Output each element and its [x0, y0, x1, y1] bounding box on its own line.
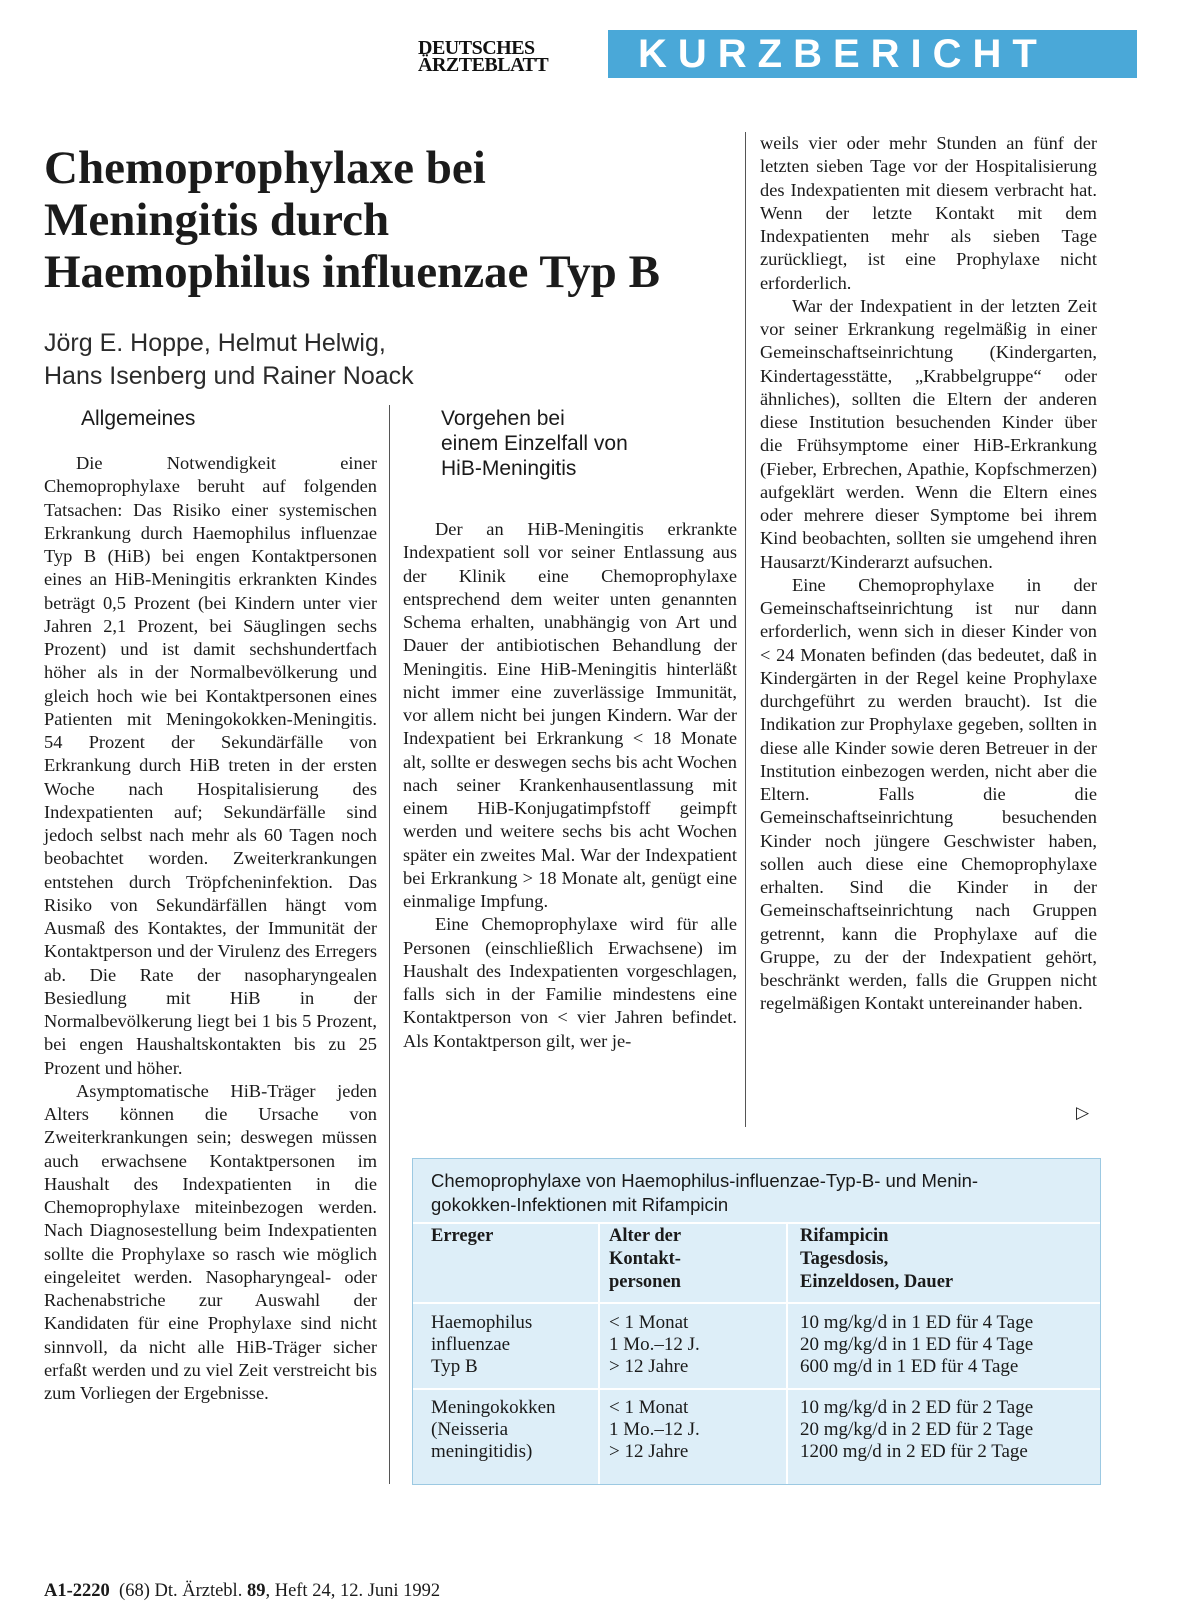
table-grid [413, 1222, 1100, 1484]
table-divider [598, 1222, 600, 1484]
cell-line: 1 Mo.–12 J. [609, 1419, 700, 1440]
title-line: Meningitis durch [44, 194, 390, 246]
citation-prefix: (68) Dt. Ärztebl. [119, 1581, 243, 1601]
table-title-line: gokokken-Infektionen mit Rifampicin [431, 1194, 729, 1215]
cell-line: Haemophilus [431, 1312, 533, 1333]
cell-line: > 12 Jahre [609, 1356, 689, 1377]
cell-ages [609, 1312, 700, 1378]
page-footer [44, 1581, 440, 1602]
table-title [431, 1169, 1083, 1217]
heading-line: HiB-Meningitis [441, 457, 577, 480]
header-line: Einzeldosen, Dauer [800, 1272, 954, 1292]
article-title [44, 142, 764, 298]
table-divider [413, 1222, 1100, 1224]
column-3-body [760, 132, 1097, 1016]
header-line: personen [609, 1272, 681, 1292]
cell-pathogen [431, 1397, 556, 1463]
continue-arrow-icon: ▷ [1076, 1103, 1090, 1123]
title-line: Haemophilus influenzae Typ B [44, 246, 660, 298]
author-line: Jörg E. Hoppe, Helmut Helwig, [44, 329, 386, 357]
cell-line: (Neisseria [431, 1419, 509, 1440]
header-line: Kontakt- [609, 1249, 681, 1269]
cell-line: 20 mg/kg/d in 1 ED für 4 Tage [800, 1334, 1034, 1355]
cell-line: > 12 Jahre [609, 1441, 689, 1462]
cell-line: 10 mg/kg/d in 1 ED für 4 Tage [800, 1312, 1034, 1333]
volume-number: 89 [246, 1581, 266, 1601]
section-banner [608, 30, 1137, 78]
header-line: Erreger [431, 1226, 494, 1246]
section-heading [81, 406, 381, 431]
section-banner-label: KURZBERICHT [638, 32, 1048, 76]
paragraph: Eine Chemoprophylaxe wird für alle Personen (einschließlich Erwachsene) im Haushalt des Indexpatienten vorgeschlagen, falls sich in der Familie mindestens eine Kontaktperson von < vier Jahren befindet. Als Kontaktperson gilt, wer je- [403, 914, 737, 1051]
cell-pathogen [431, 1312, 532, 1378]
cell-line: Typ B [431, 1356, 478, 1377]
heading-line: einem Einzelfall von [441, 432, 628, 455]
section-heading [441, 406, 741, 481]
column-1-body [44, 452, 377, 1405]
column-rule [389, 405, 390, 1484]
cell-line: 10 mg/kg/d in 2 ED für 2 Tage [800, 1397, 1034, 1418]
cell-line: 20 mg/kg/d in 2 ED für 2 Tage [800, 1419, 1034, 1440]
paragraph: Der an HiB-Meningitis erkrankte Indexpatient soll vor seiner Entlassung aus der Klinik eine Chemoprophylaxe entsprechend dem weiter unten genannten Schema erhalten, unabhängig von Art und Dauer der antibiotischen Behandlung der Meningitis. Eine HiB-Meningitis hinterläßt nicht immer eine zuverlässige Immunität, vor allem nicht bei jungen Kindern. War der Indexpatient bei Erkrankung < 18 Monate alt, sollte er deswegen sechs bis acht Wochen nach seiner Krankenhausentlassung mit einem HiB-Konjugatimpfstoff geimpft werden und weitere sechs bis acht Wochen später ein zweites Mal. War der Indexpatient bei Erkrankung > 18 Monate alt, genügt eine einmalige Impfung. [403, 519, 737, 911]
cell-line: Meningokokken [431, 1397, 556, 1418]
masthead-line-1: DEUTSCHES [418, 37, 535, 59]
column-2-body [403, 518, 737, 1053]
table-divider [786, 1222, 788, 1484]
header-line: Tagesdosis, [800, 1249, 889, 1269]
cell-ages [609, 1397, 700, 1463]
table-divider [413, 1388, 1100, 1390]
heading-allgemeines: Allgemeines [81, 407, 196, 430]
table-title-line: Chemoprophylaxe von Haemophilus-influenzae-Typ-B- und Menin- [431, 1170, 979, 1191]
header-dose [800, 1225, 953, 1294]
cell-line: 1 Mo.–12 J. [609, 1334, 700, 1355]
cell-line: influenzae [431, 1334, 511, 1355]
masthead-line-2: ÄRZTEBLATT [418, 54, 549, 76]
header-line: Rifampicin [800, 1226, 889, 1246]
paragraph: War der Indexpatient in der letzten Zeit vor seiner Erkrankung regelmäßig in einer Gemeinschaftseinrichtung (Kindergarten, Kindertagesstätte, „Krabbelgruppe“ oder ähnliches), sollten die Eltern der anderen diese Institution besuchenden Kinder über die Frühsymptome einer HiB-Erkrankung (Fieber, Erbrechen, Apathie, Kopfschmerzen) aufgeklärt werden. Wenn die Eltern eines oder mehrere dieser Symptome bei ihrem Kind beobachten, sollten sie umgehend ihren Hausarzt/Kinderarzt aufsuchen. [760, 295, 1097, 572]
cell-line: < 1 Monat [609, 1397, 689, 1418]
table-divider [413, 1302, 1100, 1304]
header-line: Alter der [609, 1226, 682, 1246]
cell-doses [800, 1312, 1033, 1378]
title-line: Chemoprophylaxe bei [44, 142, 486, 194]
author-line: Hans Isenberg und Rainer Noack [44, 362, 414, 390]
journal-masthead [418, 37, 578, 76]
column-rule [745, 132, 746, 1127]
dosage-table [412, 1158, 1101, 1485]
cell-doses [800, 1397, 1033, 1463]
cell-line: 1200 mg/d in 2 ED für 2 Tage [800, 1441, 1028, 1462]
cell-line: meningitidis) [431, 1441, 533, 1462]
header-pathogen [431, 1225, 493, 1248]
author-list [44, 327, 764, 393]
paragraph: Asymptomatische HiB-Träger jeden Alters können die Ursache von Zweiterkrankungen sein; deswegen müssen auch erwachsene Kontaktpersonen im Haushalt des Indexpatienten in die Chemoprophylaxe miteinbezogen werden. Nach Diagnosestellung beim Indexpatienten sollte die Prophylaxe so rasch wie möglich eingeleitet werden. Nasopharyngeal- oder Rachenabstriche zur Auswahl der Kandidaten für eine Prophylaxe sind nicht sinnvoll, da nicht alle HiB-Träger sicher erfaßt werden und zu viel Zeit verstreicht bis zum Vorliegen der Ergebnisse. [44, 1080, 377, 1403]
paragraph: Eine Chemoprophylaxe in der Gemeinschaftseinrichtung ist nur dann erforderlich, wenn sich in dieser Kinder von < 24 Monaten befinden (das bedeutet, daß in Kindergärten in der Regel keine Prophylaxe durchgeführt zu werden braucht). Ist die Indikation zur Prophylaxe gegeben, sollten in diese alle Kinder sowie deren Betreuer in der Institution einbezogen werden, nicht aber die Eltern. Falls die die Gemeinschaftseinrichtung besuchenden Kinder noch jüngere Geschwister haben, sollen auch diese eine Chemoprophylaxe erhalten. Sind die Kinder in der Gemeinschaftseinrichtung nach Gruppen getrennt, kann die Prophylaxe auf die Gruppe, zu der der Indexpatient gehört, beschränkt werden, falls die Gruppen nicht regelmäßigen Kontakt untereinander haben. [760, 574, 1097, 1014]
heading-vorgehen [441, 406, 741, 481]
citation-suffix: , Heft 24, 12. Juni 1992 [265, 1581, 441, 1601]
cell-line: < 1 Monat [609, 1312, 689, 1333]
paragraph: Die Notwendigkeit einer Chemoprophylaxe beruht auf folgenden Tatsachen: Das Risiko einer systemischen Erkrankung durch Haemophilus influenzae Typ B (HiB) bei engen Kontaktpersonen eines an HiB-Meningitis erkrankten Kindes beträgt 0,5 Prozent (bei Kindern unter vier Jahren 2,1 Prozent, bei Säuglingen sechs Prozent) und ist damit sechshundertfach höher als in der Normalbevölkerung und gleich hoch wie bei Kontaktpersonen eines Patienten mit Meningokokken-Meningitis. 54 Prozent der Sekundärfälle von Erkrankung durch HiB treten in der ersten Woche nach Hospitalisierung des Indexpatienten auf; Sekundärfälle sind jedoch selbst nach mehr als 60 Tagen noch beobachtet worden. Zweiterkrankungen entstehen durch Tröpfcheninfektion. Das Risiko von Sekundärfällen hängt vom Ausmaß des Kontaktes, der Immunität der Kontaktperson und der Virulenz des Erregers ab. Die Rate der nasopharyngealen Besiedlung mit HiB in der Normalbevölkerung liegt bei 1 bis 5 Prozent, bei engen Haushaltskontakten bis zu 25 Prozent und höher. [44, 453, 377, 1078]
header-age [609, 1225, 681, 1294]
cell-line: 600 mg/d in 1 ED für 4 Tage [800, 1356, 1019, 1377]
page-code: A1-2220 [44, 1581, 110, 1601]
paragraph: weils vier oder mehr Stunden an fünf der letzten sieben Tage vor der Hospitalisierung des Indexpatienten mit diesem verbracht hat. Wenn der letzte Kontakt mit dem Indexpatienten mehr als sieben Tage zurückliegt, ist eine Prophylaxe nicht erforderlich. [760, 133, 1097, 293]
heading-line: Vorgehen bei [441, 407, 565, 430]
